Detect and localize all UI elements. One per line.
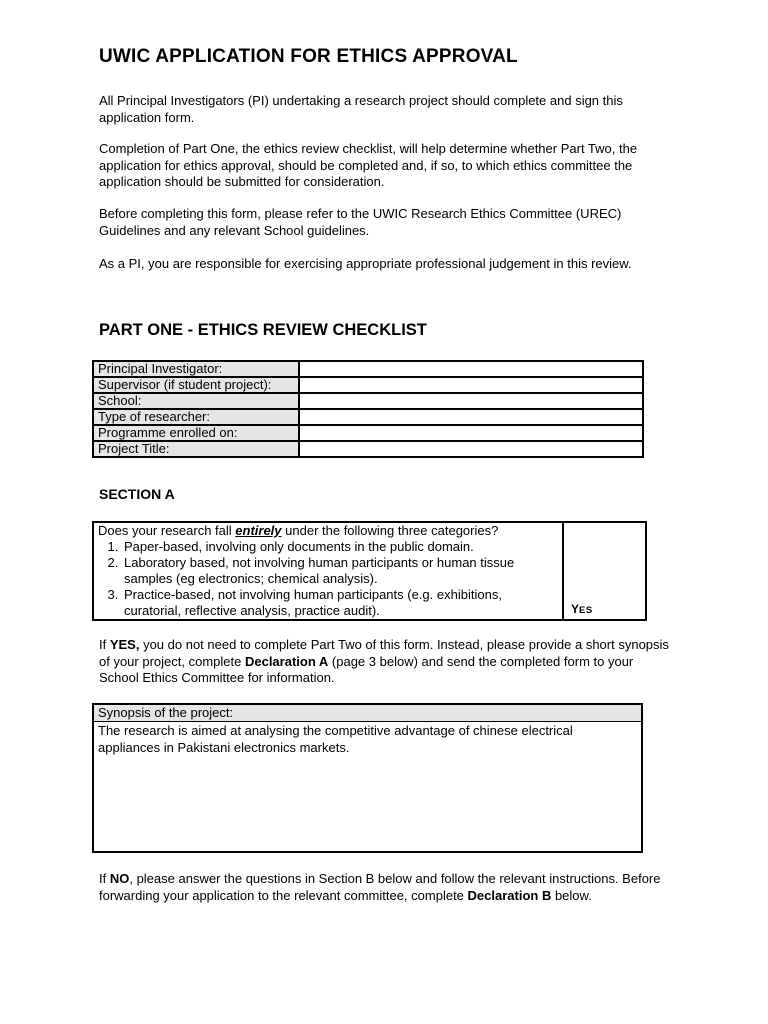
section-a-heading: SECTION A: [99, 486, 175, 502]
section-a-question: Does your research fall entirely under the following three categories?: [98, 523, 499, 538]
intro-paragraph-2: Completion of Part One, the ethics review checklist, will help determine whether Part Two, the application for ethics approval, should be completed and, if so, to which ethics committee the application should be submitted for consideration.: [99, 141, 638, 189]
programme-field[interactable]: [299, 425, 643, 441]
list-item: 1. Paper-based, involving only documents in the public domain.: [122, 539, 558, 555]
researcher-type-label: Type of researcher:: [93, 409, 299, 425]
section-a-table: [92, 521, 647, 621]
category-list: [98, 539, 558, 619]
investigator-info-table: [92, 360, 644, 458]
table-row: [93, 361, 643, 377]
if-yes-instructions: If YES, you do not need to complete Part Two of this form. Instead, please provide a short synopsis of your project, complete Declaration A (page 3 below) and send the completed form to your School Ethics Committee for information.: [99, 637, 669, 685]
supervisor-label: Supervisor (if student project):: [93, 377, 299, 393]
declaration-a-ref: Declaration A: [244, 653, 329, 669]
table-row: [93, 441, 643, 457]
table-row: [93, 522, 646, 620]
table-row: [93, 377, 643, 393]
yes-answer-cell[interactable]: YES: [563, 522, 646, 620]
project-title-field[interactable]: [299, 441, 643, 457]
intro-paragraph-1: All Principal Investigators (PI) undertaking a research project should complete and sign this application form.: [99, 93, 623, 125]
principal-investigator-label: Principal Investigator:: [93, 361, 299, 377]
synopsis-label: Synopsis of the project:: [94, 705, 641, 722]
school-field[interactable]: [299, 393, 643, 409]
table-row: [93, 393, 643, 409]
intro-paragraph-3: Before completing this form, please refer to the UWIC Research Ethics Committee (UREC) Guidelines and any relevant School guidelines.: [99, 206, 622, 238]
school-label: School:: [93, 393, 299, 409]
programme-label: Programme enrolled on:: [93, 425, 299, 441]
section-a-question-cell: [93, 522, 563, 620]
if-no-instructions: If NO, please answer the questions in Section B below and follow the relevant instructions. Before forwarding your application to the relevant committee, complete Declaration B below.: [99, 871, 661, 903]
intro-paragraph-4: As a PI, you are responsible for exercising appropriate professional judgement in this review.: [99, 256, 632, 271]
table-row: [93, 425, 643, 441]
entirely-emphasis: entirely: [235, 523, 282, 538]
table-row: [93, 409, 643, 425]
synopsis-box: [92, 703, 643, 853]
synopsis-text[interactable]: The research is aimed at analysing the competitive advantage of chinese electrical appliances in Pakistani electronics markets.: [98, 723, 573, 755]
principal-investigator-field[interactable]: [299, 361, 643, 377]
list-item: 3. Practice-based, not involving human participants (e.g. exhibitions, curatorial, reflective analysis, practice audit).: [122, 587, 558, 619]
researcher-type-field[interactable]: [299, 409, 643, 425]
declaration-b-ref: Declaration B: [467, 887, 552, 903]
supervisor-field[interactable]: [299, 377, 643, 393]
document-title: UWIC APPLICATION FOR ETHICS APPROVAL: [99, 46, 518, 67]
project-title-label: Project Title:: [93, 441, 299, 457]
part-one-heading: PART ONE - ETHICS REVIEW CHECKLIST: [99, 321, 427, 339]
list-item: 2. Laboratory based, not involving human participants or human tissue samples (eg electronics; chemical analysis).: [122, 555, 558, 587]
